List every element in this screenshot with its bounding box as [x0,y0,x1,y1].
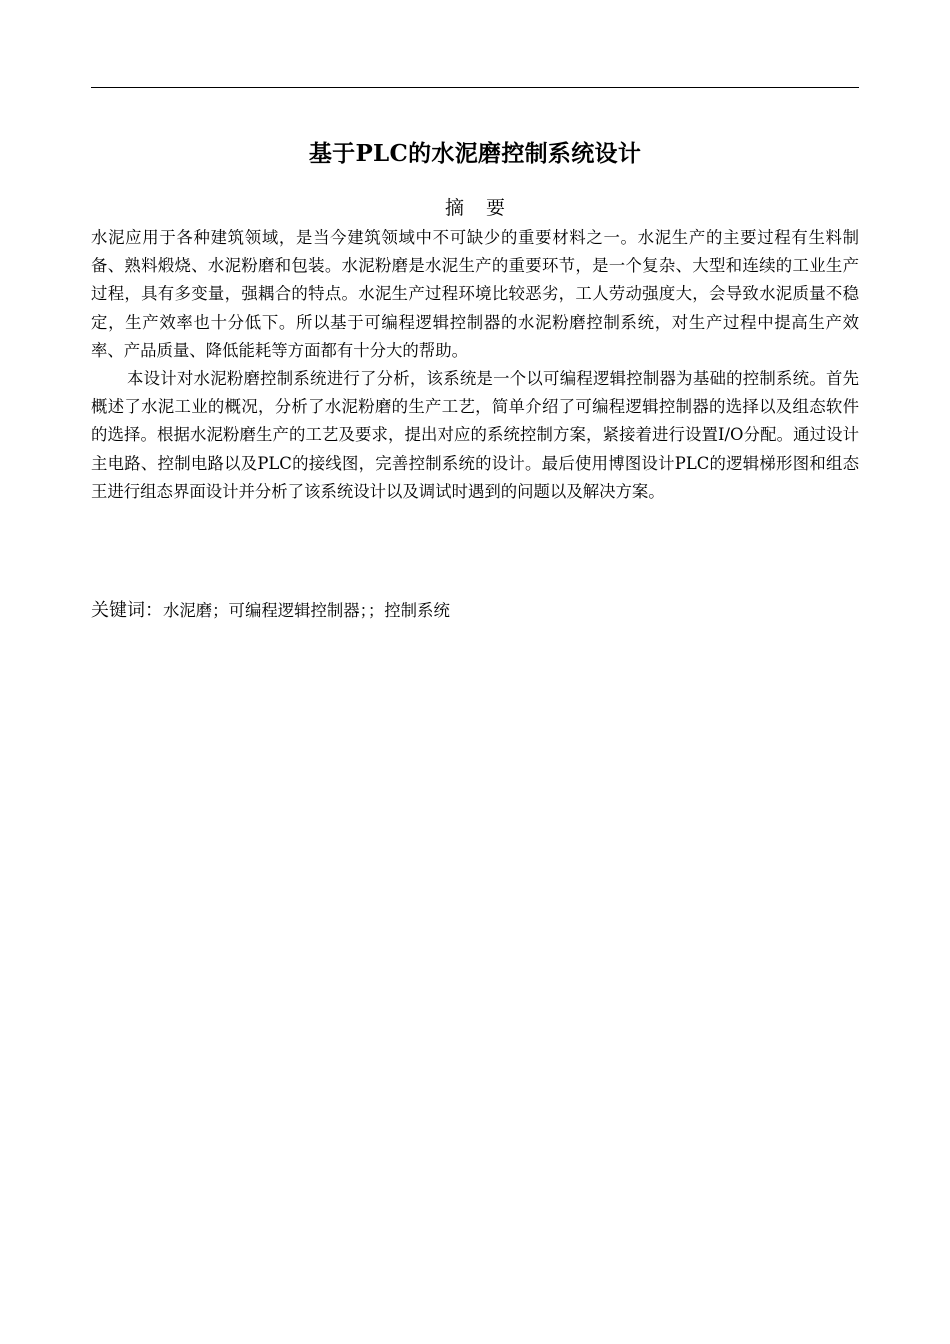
abstract-body [91,224,859,506]
abstract-heading [91,193,859,223]
document-title: 基于PLC的水泥磨控制系统设计 [308,140,642,167]
abstract-paragraph-2: 本设计对水泥粉磨控制系统进行了分析，该系统是一个以可编程逻辑控制器为基础的控制系统。首先概述了水泥工业的概况，分析了水泥粉磨的生产工艺，简单介绍了可编程逻辑控制器的选择以及组态软件的选择。根据水泥粉磨生产的工艺及要求，提出对应的系统控制方案，紧接着进行设置I/O分配。通过设计主电路、控制电路以及PLC的接线图，完善控制系统的设计。最后使用博图设计PLC的逻辑梯形图和组态王进行组态界面设计并分析了该系统设计以及调试时遇到的问题以及解决方案。 [91,369,859,501]
keywords-label: 关键词： [91,600,163,621]
abstract-paragraph-1: 水泥应用于各种建筑领域，是当今建筑领域中不可缺少的重要材料之一。水泥生产的主要过程有生料制备、熟料煅烧、水泥粉磨和包装。水泥粉磨是水泥生产的重要环节，是一个复杂、大型和连续的工业生产过程，具有多变量，强耦合的特点。水泥生产过程环境比较恶劣，工人劳动强度大，会导致水泥质量不稳定，生产效率也十分低下。所以基于可编程逻辑控制器的水泥粉磨控制系统，对生产过程中提高生产效率、产品质量、降低能耗等方面都有十分大的帮助。 [91,228,859,360]
keywords-line [91,596,859,626]
abstract-heading-char-1: 摘 [444,197,464,219]
abstract-heading-char-2: 要 [486,197,506,219]
keywords-value: 水泥磨；可编程逻辑控制器；；控制系统 [163,601,450,620]
header-rule [91,87,859,88]
